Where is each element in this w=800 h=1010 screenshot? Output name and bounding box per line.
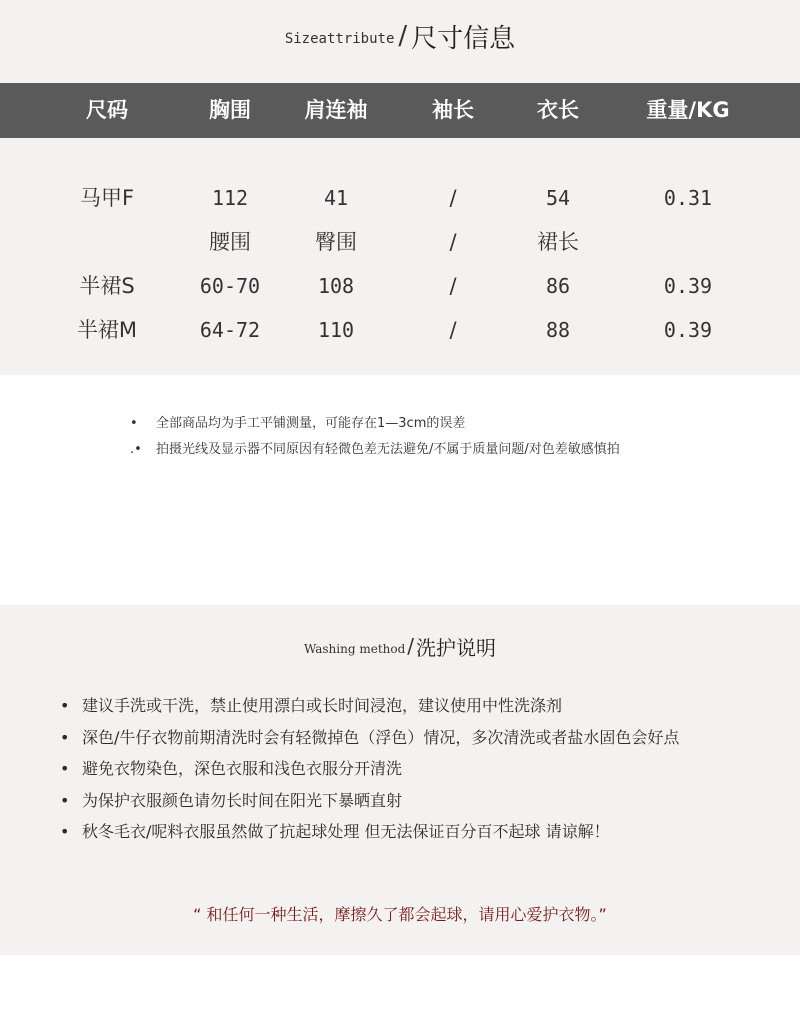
note-line — [130, 413, 770, 439]
bullet-icon: • — [130, 416, 138, 431]
table-cell: 112 — [211, 186, 249, 210]
bullet-icon: • — [60, 727, 70, 747]
table-cell: / — [449, 230, 457, 254]
wash-title-zh: 洗护说明 — [416, 635, 497, 660]
table-cell: 0.31 — [663, 186, 713, 210]
header-length: 衣长 — [537, 98, 579, 122]
wash-title-en: Washing method — [303, 642, 406, 656]
measurement-notes — [130, 413, 770, 465]
table-cell: 86 — [545, 274, 571, 298]
bullet-icon: • — [60, 759, 70, 778]
size-section-title — [0, 14, 800, 58]
note-text: 全部商品均为手工平铺测量，可能存在1—3cm的误差 — [156, 416, 466, 431]
table-row — [0, 222, 800, 262]
table-cell: 臀围 — [315, 230, 357, 254]
table-cell: 110 — [317, 318, 355, 342]
care-quote: “ 和任何一种生活，摩擦久了都会起球，请用心爱护衣物。” — [193, 905, 607, 924]
list-item — [60, 785, 780, 817]
table-cell: 41 — [323, 186, 349, 210]
table-cell: 半裙S — [79, 274, 135, 298]
table-cell: 0.39 — [663, 274, 713, 298]
table-cell: 64-72 — [199, 318, 261, 342]
instruction-text: 深色/牛仔衣物前期清洗时会有轻微掉色（浮色）情况，多次清洗或者盐水固色会好点 — [82, 727, 680, 747]
table-cell: 60-70 — [199, 274, 261, 298]
table-cell: 108 — [317, 274, 355, 298]
table-row — [0, 178, 800, 218]
header-size: 尺码 — [86, 98, 128, 122]
header-weight: 重量/KG — [646, 98, 730, 122]
header-shoulder-sleeve: 肩连袖 — [304, 98, 368, 122]
table-cell: 半裙M — [76, 318, 138, 342]
size-table-header — [0, 83, 800, 138]
wash-title-slash: / — [407, 634, 415, 658]
note-line — [130, 439, 770, 465]
size-title-en: Sizeattribute — [284, 31, 395, 47]
instruction-text: 建议手洗或干洗，禁止使用漂白或长时间浸泡，建议使用中性洗涤剂 — [82, 696, 563, 715]
table-cell: 54 — [545, 186, 571, 210]
table-row — [0, 266, 800, 306]
list-item — [60, 816, 780, 848]
table-cell: / — [449, 274, 457, 298]
table-cell: / — [449, 186, 457, 210]
bullet-icon: .• — [130, 442, 142, 457]
bullet-icon: • — [60, 696, 70, 715]
bullet-icon: • — [60, 790, 70, 810]
table-cell: 0.39 — [663, 318, 713, 342]
size-title-zh: 尺寸信息 — [411, 23, 516, 54]
table-cell: / — [449, 318, 457, 342]
washing-section-title — [0, 628, 800, 664]
table-cell: 裙长 — [537, 230, 579, 254]
list-item — [60, 753, 780, 785]
list-item — [60, 722, 780, 754]
size-title-slash: / — [398, 21, 408, 51]
washing-instructions-list — [60, 690, 780, 848]
bullet-icon: • — [60, 822, 70, 841]
header-sleeve-length: 袖长 — [432, 98, 474, 122]
list-item — [60, 690, 780, 722]
header-bust: 胸围 — [209, 98, 251, 122]
table-row — [0, 310, 800, 350]
instruction-text: 为保护衣服颜色请勿长时间在阳光下暴晒直射 — [82, 790, 403, 810]
table-cell: 88 — [545, 318, 571, 342]
note-text: 拍摄光线及显示器不同原因有轻微色差无法避免/不属于质量问题/对色差敏感慎拍 — [156, 442, 620, 457]
instruction-text: 秋冬毛衣/呢料衣服虽然做了抗起球处理 但无法保证百分百不起球 请谅解！ — [82, 822, 610, 841]
instruction-text: 避免衣物染色，深色衣服和浅色衣服分开清洗 — [82, 759, 403, 778]
table-cell: 腰围 — [209, 230, 251, 254]
table-cell: 马甲F — [79, 186, 135, 210]
